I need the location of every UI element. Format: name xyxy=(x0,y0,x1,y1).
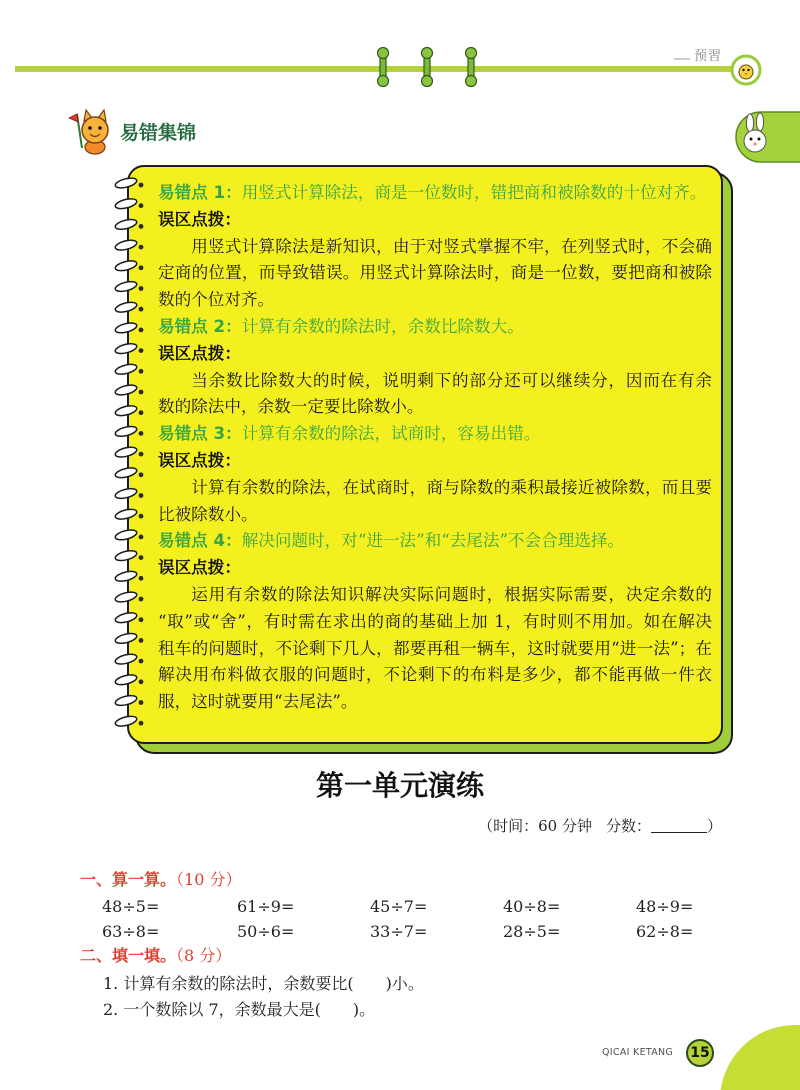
exam-meta xyxy=(478,815,722,837)
mascot-flag xyxy=(69,114,78,122)
mistakes-content xyxy=(158,180,712,716)
mistake-point xyxy=(158,528,712,555)
spiral-hole xyxy=(139,286,144,291)
tip-line: 用竖式计算除法是新知识，由于对竖式掌握不牢，在列竖式时，不会确 xyxy=(191,236,712,256)
tip-line: 租车的问题时，不论剩下几人，都要再租一辆车，这时就要用“进一法”；在 xyxy=(158,638,712,658)
header-section-tag: 预習 xyxy=(694,49,723,64)
header-rule xyxy=(15,66,737,72)
binder-ring-cap xyxy=(378,76,389,87)
tip-label: 误区点拨： xyxy=(158,209,241,229)
mascot-eye xyxy=(88,126,92,130)
spiral-hole xyxy=(139,514,144,519)
corner-blob xyxy=(720,1025,800,1090)
spiral-hole xyxy=(139,245,144,250)
page-number: 15 xyxy=(686,1039,714,1067)
rabbit-icon xyxy=(736,112,800,162)
spiral-hole xyxy=(139,224,144,229)
mistake-point-text: 解决问题时，对“进一法”和“去尾法”不会合理选择。 xyxy=(241,531,625,551)
spiral-hole xyxy=(139,555,144,560)
mistake-point-text: 计算有余数的除法时，余数比除数大。 xyxy=(241,316,524,336)
spiral-hole xyxy=(139,348,144,353)
mistake-point-label: 易错点 2： xyxy=(158,316,242,336)
tip-label: 误区点拨： xyxy=(158,558,241,578)
time-label: （时间：60 分钟 xyxy=(478,817,592,835)
section-points: （10 分） xyxy=(176,870,242,889)
rabbit-nose xyxy=(753,142,756,145)
spiral-hole xyxy=(139,659,144,664)
chick-mascot-icon xyxy=(732,56,760,84)
spiral-hole xyxy=(139,679,144,684)
mistake-point-label: 易错点 1： xyxy=(158,183,242,202)
spiral-hole xyxy=(139,328,144,333)
tip-line: 数的除法中，余数一定要比除数小。 xyxy=(158,397,424,417)
division-problem: 48÷9= xyxy=(636,897,694,916)
mistake-point xyxy=(158,421,712,448)
spiral-hole xyxy=(139,369,144,374)
spiral-hole xyxy=(139,535,144,540)
tip-line: “取”或“舍”，有时需在求出的商的基础上加 1，有时则不用加。如在解决 xyxy=(158,611,712,631)
section-title: 易错集锦 xyxy=(120,122,197,144)
mistake-point-label: 易错点 4： xyxy=(158,531,242,551)
division-problem: 48÷5= xyxy=(102,897,160,916)
division-problems xyxy=(102,894,716,944)
tip-line: 比被除数小。 xyxy=(158,504,258,524)
spiral-hole xyxy=(139,431,144,436)
rabbit-ear xyxy=(756,113,763,131)
tip-line: 解决用布料做衣服的问题时，不论剩下的布料是多少，都不能再做一件衣 xyxy=(158,665,712,685)
spiral-hole xyxy=(139,617,144,622)
mistake-point-label: 易错点 3： xyxy=(158,424,242,444)
section-heading xyxy=(80,868,241,892)
unit-title: 第一单元演练 xyxy=(315,769,484,802)
mistake-point xyxy=(158,314,712,341)
mistake-point-text: 用竖式计算除法，商是一位数时，错把商和被除数的十位对齐。 xyxy=(241,183,707,202)
fox-mascot-icon xyxy=(69,110,108,154)
mistake-point xyxy=(158,180,712,207)
score-label: 分数： xyxy=(605,817,651,835)
division-problem: 33÷7= xyxy=(370,922,428,941)
division-problem: 50÷6= xyxy=(237,922,295,941)
rabbit-eye xyxy=(750,138,753,141)
tip-line: 运用有余数的除法知识解决实际问题时，根据实际需要，决定余数的 xyxy=(191,584,712,604)
chick-body xyxy=(739,65,753,79)
division-problem: 45÷7= xyxy=(370,897,428,916)
binder-ring-cap xyxy=(422,48,433,59)
binder-ring-cap xyxy=(422,76,433,87)
spiral-hole xyxy=(139,493,144,498)
rabbit-ear xyxy=(746,114,753,132)
fill-blank-question: 1. 计算有余数的除法时，余数要比( )小。 xyxy=(103,974,424,993)
mascot-eye xyxy=(98,126,102,130)
section-heading-text: 二、填一填。 xyxy=(80,946,177,965)
spiral-hole xyxy=(139,452,144,457)
mascot-head xyxy=(82,117,108,143)
tip-line: 服，这时就要用“去尾法”。 xyxy=(158,692,358,712)
tip-label: 误区点拨： xyxy=(158,343,241,363)
spiral-hole xyxy=(139,183,144,188)
spiral-hole xyxy=(139,390,144,395)
spiral-hole xyxy=(139,597,144,602)
division-problem: 40÷8= xyxy=(503,897,561,916)
division-problem: 63÷8= xyxy=(102,922,160,941)
section-heading-text: 一、算一算。 xyxy=(80,870,177,889)
spiral-hole xyxy=(139,203,144,208)
spiral-hole xyxy=(139,638,144,643)
chick-eye xyxy=(742,69,744,71)
spiral-hole xyxy=(139,307,144,312)
fill-blank-question: 2. 一个数除以 7，余数最大是( )。 xyxy=(103,1000,376,1019)
score-blank xyxy=(651,817,707,833)
chick-eye xyxy=(747,69,749,71)
binder-ring-cap xyxy=(378,48,389,59)
spiral-hole xyxy=(139,410,144,415)
tip-line: 定商的位置，而导致错误。用竖式计算除法时，商是一位数，要把商和被除 xyxy=(158,263,712,283)
mistake-point-text: 计算有余数的除法，试商时，容易出错。 xyxy=(241,424,541,444)
tip-label: 误区点拨： xyxy=(158,450,241,470)
spiral-hole xyxy=(139,472,144,477)
binder-ring-cap xyxy=(466,76,477,87)
tip-line: 计算有余数的除法，在试商时，商与除数的乘积最接近被除数，而且要 xyxy=(191,477,712,497)
spiral-hole xyxy=(139,700,144,705)
division-problem: 61÷9= xyxy=(237,897,295,916)
tip-line: 数的个位对齐。 xyxy=(158,290,275,310)
score-close: ） xyxy=(706,817,722,835)
rabbit-eye xyxy=(758,138,761,141)
footer-brand: QICAI KETANG xyxy=(602,1047,674,1058)
binder-ring-cap xyxy=(466,48,477,59)
rabbit-head xyxy=(744,130,766,152)
spiral-hole xyxy=(139,265,144,270)
section-heading xyxy=(80,944,231,968)
section-points: （8 分） xyxy=(176,946,232,965)
tip-line: 当余数比除数大的时候，说明剩下的部分还可以继续分，因而在有余 xyxy=(191,370,712,390)
spiral-hole xyxy=(139,721,144,726)
spiral-hole xyxy=(139,576,144,581)
division-problem: 28÷5= xyxy=(503,922,561,941)
division-problem: 62÷8= xyxy=(636,922,694,941)
